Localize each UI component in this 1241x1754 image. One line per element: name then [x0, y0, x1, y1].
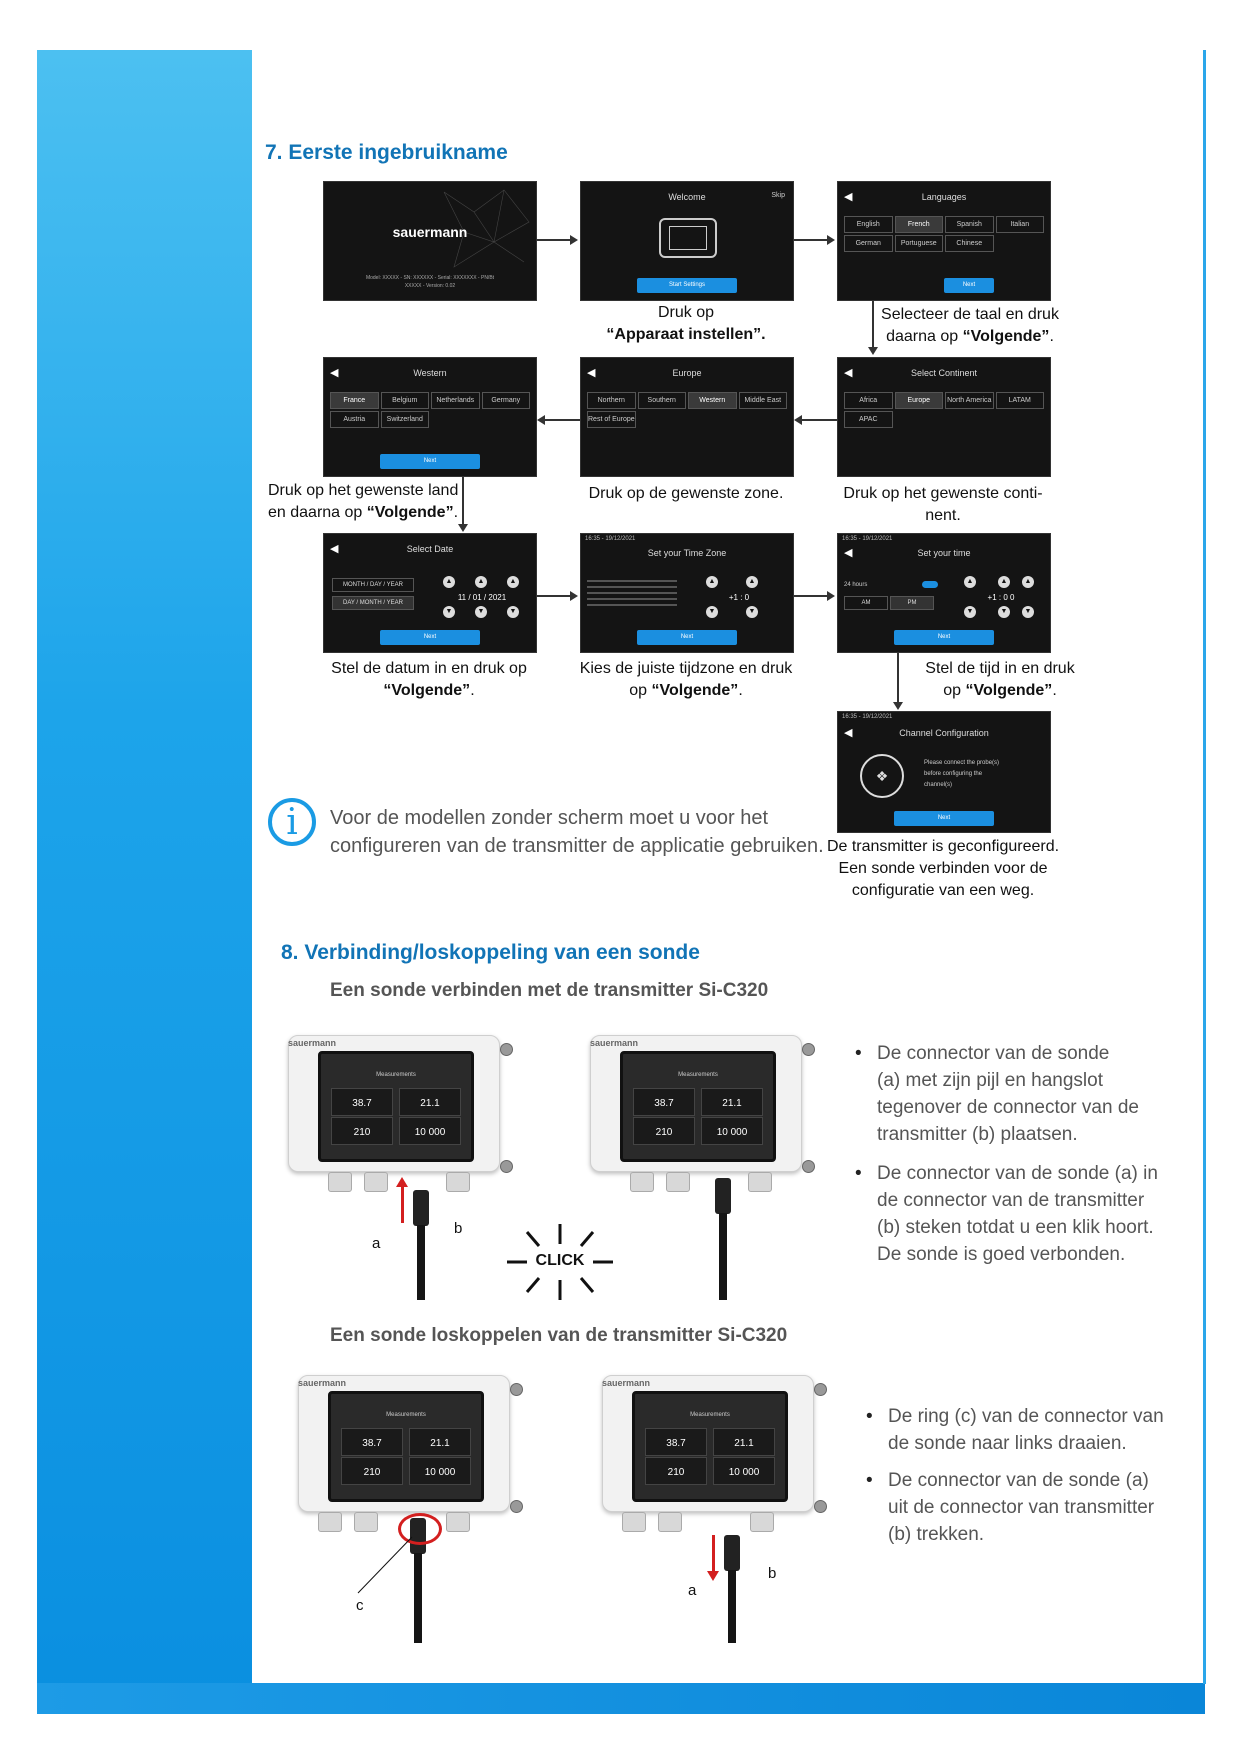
caption-line: Selecteer de taal en druk [881, 306, 1059, 323]
leader-line-c [354, 1535, 414, 1595]
continent-option[interactable]: APAC [844, 411, 893, 428]
bullet-line: De connector van de sonde (a) [888, 1470, 1149, 1491]
bullet-line: transmitter (b) plaatsen. [877, 1124, 1078, 1145]
increment-icon[interactable]: ▲ [443, 576, 455, 588]
pm-option[interactable]: PM [890, 596, 934, 610]
screw-icon [814, 1500, 827, 1513]
caption-line: Druk op het gewenste land [268, 482, 459, 499]
cable-gland [630, 1172, 654, 1192]
screen-splash [323, 181, 537, 301]
language-option[interactable]: French [895, 216, 944, 233]
caption-languages [870, 304, 1070, 348]
bullet-line: (b) trekken. [888, 1524, 985, 1545]
flow-arrow-head [570, 235, 578, 245]
screw-icon [802, 1160, 815, 1173]
measurement-cell: 21.1 [713, 1428, 775, 1456]
info-line: configureren van de transmitter de applicatie gebruiken. [330, 835, 824, 857]
caption-line: op [943, 682, 966, 699]
flow-arrow [802, 419, 837, 421]
language-option[interactable]: Italian [996, 216, 1045, 233]
caption-line: Druk op de gewenste zone. [588, 485, 784, 502]
language-option[interactable]: Spanish [945, 216, 994, 233]
screen-time [837, 533, 1051, 653]
probe-cable [719, 1213, 727, 1300]
info-line: Voor de modellen zonder scherm moet u voor het [330, 807, 769, 829]
section-8-title: 8. Verbinding/loskoppeling van een sonde [281, 941, 700, 964]
hours-label: 24 hours [844, 582, 868, 588]
caption-bold: “Volgende” [962, 328, 1050, 345]
date-format-option[interactable]: MONTH / DAY / YEAR [332, 578, 414, 592]
date-value: 11 / 01 / 2021 [457, 593, 507, 602]
cable-gland [364, 1172, 388, 1192]
measurement-cell: 210 [645, 1457, 707, 1485]
measurement-cell: 210 [331, 1117, 393, 1145]
caption-europe [580, 483, 792, 505]
measurements-title: Measurements [678, 1072, 718, 1078]
start-settings-button[interactable]: Start Settings [637, 278, 737, 293]
label-a: a [372, 1235, 381, 1252]
flow-arrow [536, 595, 572, 597]
cable-gland [446, 1172, 470, 1192]
zone-grid [587, 392, 787, 428]
language-option[interactable]: German [844, 235, 893, 252]
timezone-value: +1 : 0 [728, 593, 750, 602]
disconnect-bullet-1 [866, 1403, 1196, 1457]
caption-timezone [570, 658, 802, 702]
continent-option[interactable]: Europe [895, 392, 944, 409]
continent-option[interactable]: LATAM [996, 392, 1045, 409]
language-option[interactable]: Chinese [945, 235, 994, 252]
label-c: c [356, 1597, 364, 1614]
caption-welcome [580, 302, 792, 346]
caption-time [910, 658, 1090, 702]
measurement-cell: 38.7 [645, 1428, 707, 1456]
right-border-line [1203, 50, 1206, 1684]
flow-arrow-head [794, 415, 802, 425]
increment-icon[interactable]: ▲ [964, 576, 976, 588]
measurement-cell: 38.7 [331, 1088, 393, 1116]
device-screen [620, 1051, 776, 1162]
screen-date [323, 533, 537, 653]
decrement-icon[interactable]: ▼ [443, 606, 455, 618]
info-icon: i [268, 798, 316, 846]
next-button[interactable]: Next [944, 278, 994, 293]
pull-arrow-head [707, 1571, 719, 1581]
left-color-band [37, 50, 252, 1714]
flow-arrow-head [570, 591, 578, 601]
caption-channel [815, 836, 1071, 902]
time-title: Set your time [917, 548, 971, 558]
probe-cable [728, 1570, 736, 1643]
caption-bold: “Volgende” [366, 504, 454, 521]
caption-punct: . [1049, 328, 1054, 345]
back-icon[interactable]: ◀ [844, 191, 853, 203]
bullet-icon: • [855, 1163, 862, 1184]
language-grid [844, 216, 1044, 252]
status-clock: 16:35 - 19/12/2021 [842, 536, 893, 542]
caption-western [268, 480, 468, 524]
decrement-icon[interactable]: ▼ [475, 606, 487, 618]
splash-version-line: XXXXX - Version: 0.02 [404, 283, 456, 289]
label-b: b [454, 1220, 463, 1237]
disconnect-subtitle: Een sonde loskoppelen van de transmitter Si-C320 [330, 1325, 788, 1346]
decrement-icon[interactable]: ▼ [746, 606, 758, 618]
channel-title: Channel Configuration [899, 728, 989, 738]
bullet-line: (a) met zijn pijl en hangslot [877, 1070, 1103, 1091]
decrement-icon[interactable]: ▼ [998, 606, 1010, 618]
caption-line: Stel de tijd in en druk [925, 660, 1075, 677]
bullet-line: De ring (c) van de connector van [888, 1406, 1164, 1427]
connect-subtitle: Een sonde verbinden met de transmitter Si-C320 [330, 980, 769, 1001]
bullet-line: uit de connector van transmitter [888, 1497, 1155, 1518]
pull-arrow [712, 1535, 715, 1573]
splash-model-line: Model: XXXXX - SN: XXXXXX - Serial: XXXXXXX - PN/Bt [365, 275, 495, 281]
flow-arrow [536, 239, 572, 241]
zone-option[interactable]: Northern [587, 392, 636, 409]
bullet-line: de sonde naar links draaien. [888, 1433, 1127, 1454]
caption-line: Kies de juiste tijdzone en druk [579, 660, 793, 677]
probe-connector [724, 1535, 740, 1571]
welcome-title: Welcome [668, 192, 706, 202]
bullet-line: tegenover de connector van de [877, 1097, 1139, 1118]
screen-western [323, 357, 537, 477]
probe-cable [414, 1553, 422, 1643]
screw-icon [510, 1500, 523, 1513]
cable-gland [446, 1512, 470, 1532]
caption-line: op [629, 682, 652, 699]
back-icon[interactable]: ◀ [844, 727, 853, 739]
splash-brand-logo: sauermann [392, 224, 468, 240]
bullet-line: de connector van de transmitter [877, 1190, 1145, 1211]
cable-gland [666, 1172, 690, 1192]
flow-arrow-head [458, 524, 468, 532]
flow-arrow [897, 652, 899, 704]
continent-option[interactable]: Africa [844, 392, 893, 409]
screen-welcome [580, 181, 794, 301]
cable-gland [750, 1512, 774, 1532]
probe-connector-icon: ❖ [860, 754, 904, 798]
continent-grid [844, 392, 1044, 428]
measurement-cell: 10 000 [701, 1117, 763, 1145]
western-title: Western [413, 368, 447, 378]
measurements-title: Measurements [690, 1412, 730, 1418]
back-icon[interactable]: ◀ [844, 547, 853, 559]
device-outline-icon [659, 218, 717, 258]
welcome-skip-link[interactable]: Skip [771, 192, 785, 199]
status-clock: 16:35 - 19/12/2021 [585, 536, 636, 542]
caption-punct: . [1052, 682, 1057, 699]
section-7-title: 7. Eerste ingebruikname [265, 141, 508, 164]
screen-continent [837, 357, 1051, 477]
language-option[interactable]: English [844, 216, 893, 233]
caption-date [318, 658, 540, 702]
screen-timezone [580, 533, 794, 653]
caption-punct: . [453, 504, 459, 521]
cable-gland [354, 1512, 378, 1532]
bullet-line: De connector van de sonde (a) in [877, 1163, 1158, 1184]
back-icon[interactable]: ◀ [844, 367, 853, 379]
caption-line: nent. [925, 507, 961, 524]
caption-line-bold: “Apparaat instellen”. [606, 326, 766, 343]
zone-option[interactable]: Rest of Europe [587, 411, 636, 428]
increment-icon[interactable]: ▲ [998, 576, 1010, 588]
flow-arrow-head [893, 702, 903, 710]
country-option[interactable]: Germany [482, 392, 531, 409]
measurement-cell: 21.1 [409, 1428, 471, 1456]
screw-icon [500, 1043, 513, 1056]
measurement-cell: 38.7 [341, 1428, 403, 1456]
decrement-icon[interactable]: ▼ [507, 606, 519, 618]
country-option[interactable]: Belgium [381, 392, 430, 409]
caption-punct: . [738, 682, 743, 699]
insert-arrow [401, 1183, 404, 1223]
country-grid [330, 392, 530, 428]
bullet-line: De sonde is goed verbonden. [877, 1244, 1126, 1265]
flow-arrow-head [537, 415, 545, 425]
increment-icon[interactable]: ▲ [507, 576, 519, 588]
increment-icon[interactable]: ▲ [706, 576, 718, 588]
time-value: +1 : 0 0 [987, 593, 1015, 602]
cable-gland [658, 1512, 682, 1532]
next-button[interactable]: Next [894, 630, 994, 645]
caption-line: Druk op [657, 304, 715, 321]
channel-instructions: Please connect the probe(s) before configuring the channel(s) [924, 760, 1000, 788]
screw-icon [500, 1160, 513, 1173]
bullet-icon: • [855, 1043, 862, 1064]
click-text: CLICK [535, 1252, 585, 1269]
measurement-cell: 10 000 [713, 1457, 775, 1485]
am-option[interactable]: AM [844, 596, 888, 610]
country-option[interactable]: France [330, 392, 379, 409]
caption-line: daarna op [886, 328, 963, 345]
continent-title: Select Continent [910, 368, 978, 378]
cable-gland [748, 1172, 772, 1192]
caption-line: Stel de datum in en druk op [331, 660, 527, 677]
zone-option[interactable]: Western [688, 392, 737, 409]
cable-gland [328, 1172, 352, 1192]
decrement-icon[interactable]: ▼ [964, 606, 976, 618]
probe-connector [413, 1190, 429, 1226]
device-screen [328, 1391, 484, 1502]
screen-languages [837, 181, 1051, 301]
label-a: a [688, 1582, 697, 1599]
decrement-icon[interactable]: ▼ [706, 606, 718, 618]
caption-bold: “Volgende” [651, 682, 739, 699]
date-title: Select Date [406, 544, 454, 554]
zone-option[interactable]: Southern [638, 392, 687, 409]
hours-toggle[interactable] [922, 581, 938, 588]
languages-title: Languages [921, 192, 967, 202]
screw-icon [814, 1383, 827, 1396]
bullet-line: (b) steken totdat u een klik hoort. [877, 1217, 1154, 1238]
cable-gland [622, 1512, 646, 1532]
caption-line: De transmitter is geconfigureerd. [826, 838, 1060, 855]
country-option[interactable]: Netherlands [431, 392, 480, 409]
flow-arrow-head [868, 347, 878, 355]
flow-arrow [793, 239, 829, 241]
country-option[interactable]: Switzerland [381, 411, 430, 428]
measurements-title: Measurements [376, 1072, 416, 1078]
measurement-cell: 210 [341, 1457, 403, 1485]
measurement-cell: 21.1 [701, 1088, 763, 1116]
probe-cable [417, 1225, 425, 1300]
language-option[interactable]: Portuguese [895, 235, 944, 252]
screw-icon [510, 1383, 523, 1396]
info-note [330, 804, 830, 860]
caption-line: configuratie van een weg. [851, 882, 1035, 899]
caption-punct: . [470, 682, 475, 699]
click-indicator [505, 1222, 615, 1302]
bottom-color-band [37, 1683, 1205, 1714]
bullet-icon: • [866, 1470, 873, 1491]
bullet-line: De connector van de sonde [877, 1043, 1110, 1064]
timezone-list[interactable] [587, 576, 677, 612]
increment-icon[interactable]: ▲ [1022, 576, 1034, 588]
next-button[interactable]: Next [380, 630, 480, 645]
measurement-cell: 21.1 [399, 1088, 461, 1116]
next-button[interactable]: Next [637, 630, 737, 645]
flow-arrow-head [827, 591, 835, 601]
screen-channel-configuration [837, 711, 1051, 833]
cable-gland [318, 1512, 342, 1532]
caption-bold: “Volgende” [383, 682, 471, 699]
status-clock: 16:35 - 19/12/2021 [842, 714, 893, 720]
connect-bullet-1 [855, 1040, 1185, 1148]
date-format-option[interactable]: DAY / MONTH / YEAR [332, 596, 414, 610]
bullet-icon: • [866, 1406, 873, 1427]
caption-line: Druk op het gewenste conti- [843, 485, 1043, 502]
zone-option[interactable]: Middle East [739, 392, 788, 409]
probe-connector [715, 1178, 731, 1214]
disconnect-bullet-2 [866, 1467, 1196, 1548]
device-screen [318, 1051, 474, 1162]
continent-option[interactable]: North America [945, 392, 994, 409]
flow-arrow-head [827, 235, 835, 245]
decrement-icon[interactable]: ▼ [1022, 606, 1034, 618]
measurement-cell: 10 000 [409, 1457, 471, 1485]
measurement-cell: 38.7 [633, 1088, 695, 1116]
screw-icon [802, 1043, 815, 1056]
measurement-cell: 10 000 [399, 1117, 461, 1145]
insert-arrow-head [396, 1177, 408, 1187]
back-icon[interactable]: ◀ [587, 367, 596, 379]
caption-line: en daarna op [268, 504, 367, 521]
screen-europe [580, 357, 794, 477]
connect-bullet-2 [855, 1160, 1195, 1268]
timezone-title: Set your Time Zone [647, 548, 727, 558]
label-b: b [768, 1565, 777, 1582]
device-screen [632, 1391, 788, 1502]
increment-icon[interactable]: ▲ [475, 576, 487, 588]
caption-line: Een sonde verbinden voor de [838, 860, 1048, 877]
back-icon[interactable]: ◀ [330, 543, 339, 555]
caption-continent [837, 483, 1049, 527]
europe-title: Europe [672, 368, 702, 378]
flow-arrow [545, 419, 580, 421]
country-option[interactable]: Austria [330, 411, 379, 428]
measurement-cell: 210 [633, 1117, 695, 1145]
next-button[interactable]: Next [894, 811, 994, 826]
back-icon[interactable]: ◀ [330, 367, 339, 379]
measurements-title: Measurements [386, 1412, 426, 1418]
flow-arrow [793, 595, 829, 597]
next-button[interactable]: Next [380, 454, 480, 469]
increment-icon[interactable]: ▲ [746, 576, 758, 588]
caption-bold: “Volgende” [965, 682, 1053, 699]
